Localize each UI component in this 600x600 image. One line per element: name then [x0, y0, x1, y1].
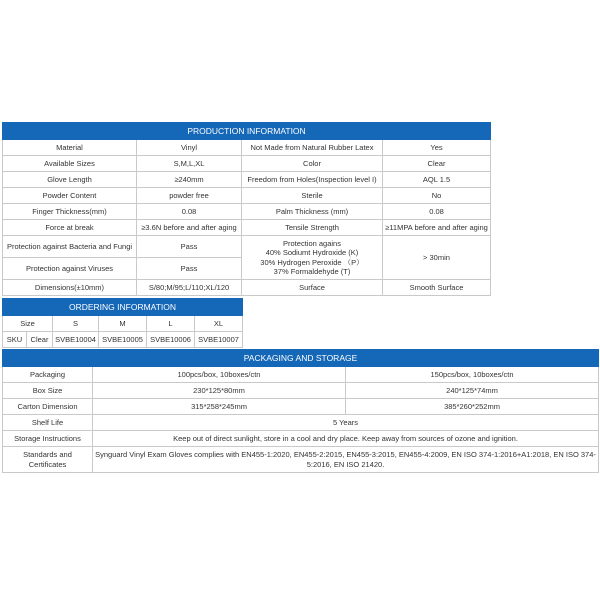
packaging-storage-table	[2, 349, 599, 473]
force-label: Force at break	[3, 220, 137, 236]
glove-length-value: ≥240mm	[137, 172, 242, 188]
chem-line: 37% Formaldehyde (T)	[273, 267, 351, 276]
chem-line: 30% Hydrogen Peroxide （P）	[260, 257, 364, 267]
storage-value: Keep out of direct sunlight, store in a cool and dry place. Keep away from sources of ozone and ignition.	[93, 431, 599, 447]
surface-label: Surface	[242, 280, 383, 296]
tensile-value: ≥11MPA before and after aging	[383, 220, 491, 236]
palm-thickness-label: Palm Thickness (mm)	[242, 204, 383, 220]
viruses-value: Pass	[137, 258, 242, 280]
latex-label: Not Made from Natural Rubber Latex	[242, 140, 383, 156]
finger-thickness-label: Finger Thickness(mm)	[3, 204, 137, 220]
viruses-label: Protection against Viruses	[3, 258, 137, 280]
dimensions-value: S/80;M/95;L/110;XL/120	[137, 280, 242, 296]
tensile-label: Tensile Strength	[242, 220, 383, 236]
holes-label: Freedom from Holes(Inspection level I)	[242, 172, 383, 188]
size-m: M	[99, 316, 147, 332]
standards-label: Standards and Certificates	[3, 447, 93, 473]
powder-label: Powder Content	[3, 188, 137, 204]
box-size-value-1: 230*125*80mm	[93, 383, 346, 399]
sku-xl: SVBE10007	[195, 332, 243, 348]
holes-value: AQL 1.5	[383, 172, 491, 188]
dimensions-label: Dimensions(±10mm)	[3, 280, 137, 296]
palm-thickness-value: 0.08	[383, 204, 491, 220]
sku-m: SVBE10005	[99, 332, 147, 348]
sterile-value: No	[383, 188, 491, 204]
size-xl: XL	[195, 316, 243, 332]
chemical-protection-value: > 30min	[383, 236, 491, 280]
sku-s: SVBE10004	[53, 332, 99, 348]
production-information-table	[2, 122, 491, 296]
sterile-label: Sterile	[242, 188, 383, 204]
glove-length-label: Glove Length	[3, 172, 137, 188]
carton-value-1: 315*258*245mm	[93, 399, 346, 415]
packaging-storage-header: PACKAGING AND STORAGE	[3, 350, 599, 367]
box-size-label: Box Size	[3, 383, 93, 399]
shelf-life-value: 5 Years	[93, 415, 599, 431]
chem-line: Protection agains	[283, 238, 341, 248]
shelf-life-label: Shelf Life	[3, 415, 93, 431]
latex-value: Yes	[383, 140, 491, 156]
packaging-value-1: 100pcs/box, 10boxes/ctn	[93, 367, 346, 383]
size-label: Size	[3, 316, 53, 332]
bacteria-label: Protection against Bacteria and Fungi	[3, 236, 137, 258]
packaging-label: Packaging	[3, 367, 93, 383]
color-label: Color	[242, 156, 383, 172]
sku-color: Clear	[27, 332, 53, 348]
material-label: Material	[3, 140, 137, 156]
sizes-value: S,M,L,XL	[137, 156, 242, 172]
size-s: S	[53, 316, 99, 332]
ordering-information-header: ORDERING INFORMATION	[3, 299, 243, 316]
carton-value-2: 385*260*252mm	[346, 399, 599, 415]
finger-thickness-value: 0.08	[137, 204, 242, 220]
sizes-label: Available Sizes	[3, 156, 137, 172]
material-value: Vinyl	[137, 140, 242, 156]
production-information-header: PRODUCTION INFORMATION	[3, 123, 491, 140]
packaging-value-2: 150pcs/box, 10boxes/ctn	[346, 367, 599, 383]
box-size-value-2: 240*125*74mm	[346, 383, 599, 399]
surface-value: Smooth Surface	[383, 280, 491, 296]
size-l: L	[147, 316, 195, 332]
chem-line: 40% Sodiumt Hydroxide (K)	[265, 248, 359, 257]
powder-value: powder free	[137, 188, 242, 204]
sku-label: SKU	[3, 332, 27, 348]
ordering-information-table	[2, 298, 243, 348]
color-value: Clear	[383, 156, 491, 172]
standards-value: Synguard Vinyl Exam Gloves complies with EN455-1:2020, EN455-2:2015, EN455-3:2015, EN455-4:2009, EN ISO 374-1:2016+A1:2018, EN ISO 374-5:2016, EN ISO 21420.	[93, 447, 599, 473]
chemical-protection-label	[242, 236, 383, 280]
sku-l: SVBE10006	[147, 332, 195, 348]
carton-label: Carton Dimension	[3, 399, 93, 415]
storage-label: Storage Instructions	[3, 431, 93, 447]
bacteria-value: Pass	[137, 236, 242, 258]
force-value: ≥3.6N before and after aging	[137, 220, 242, 236]
